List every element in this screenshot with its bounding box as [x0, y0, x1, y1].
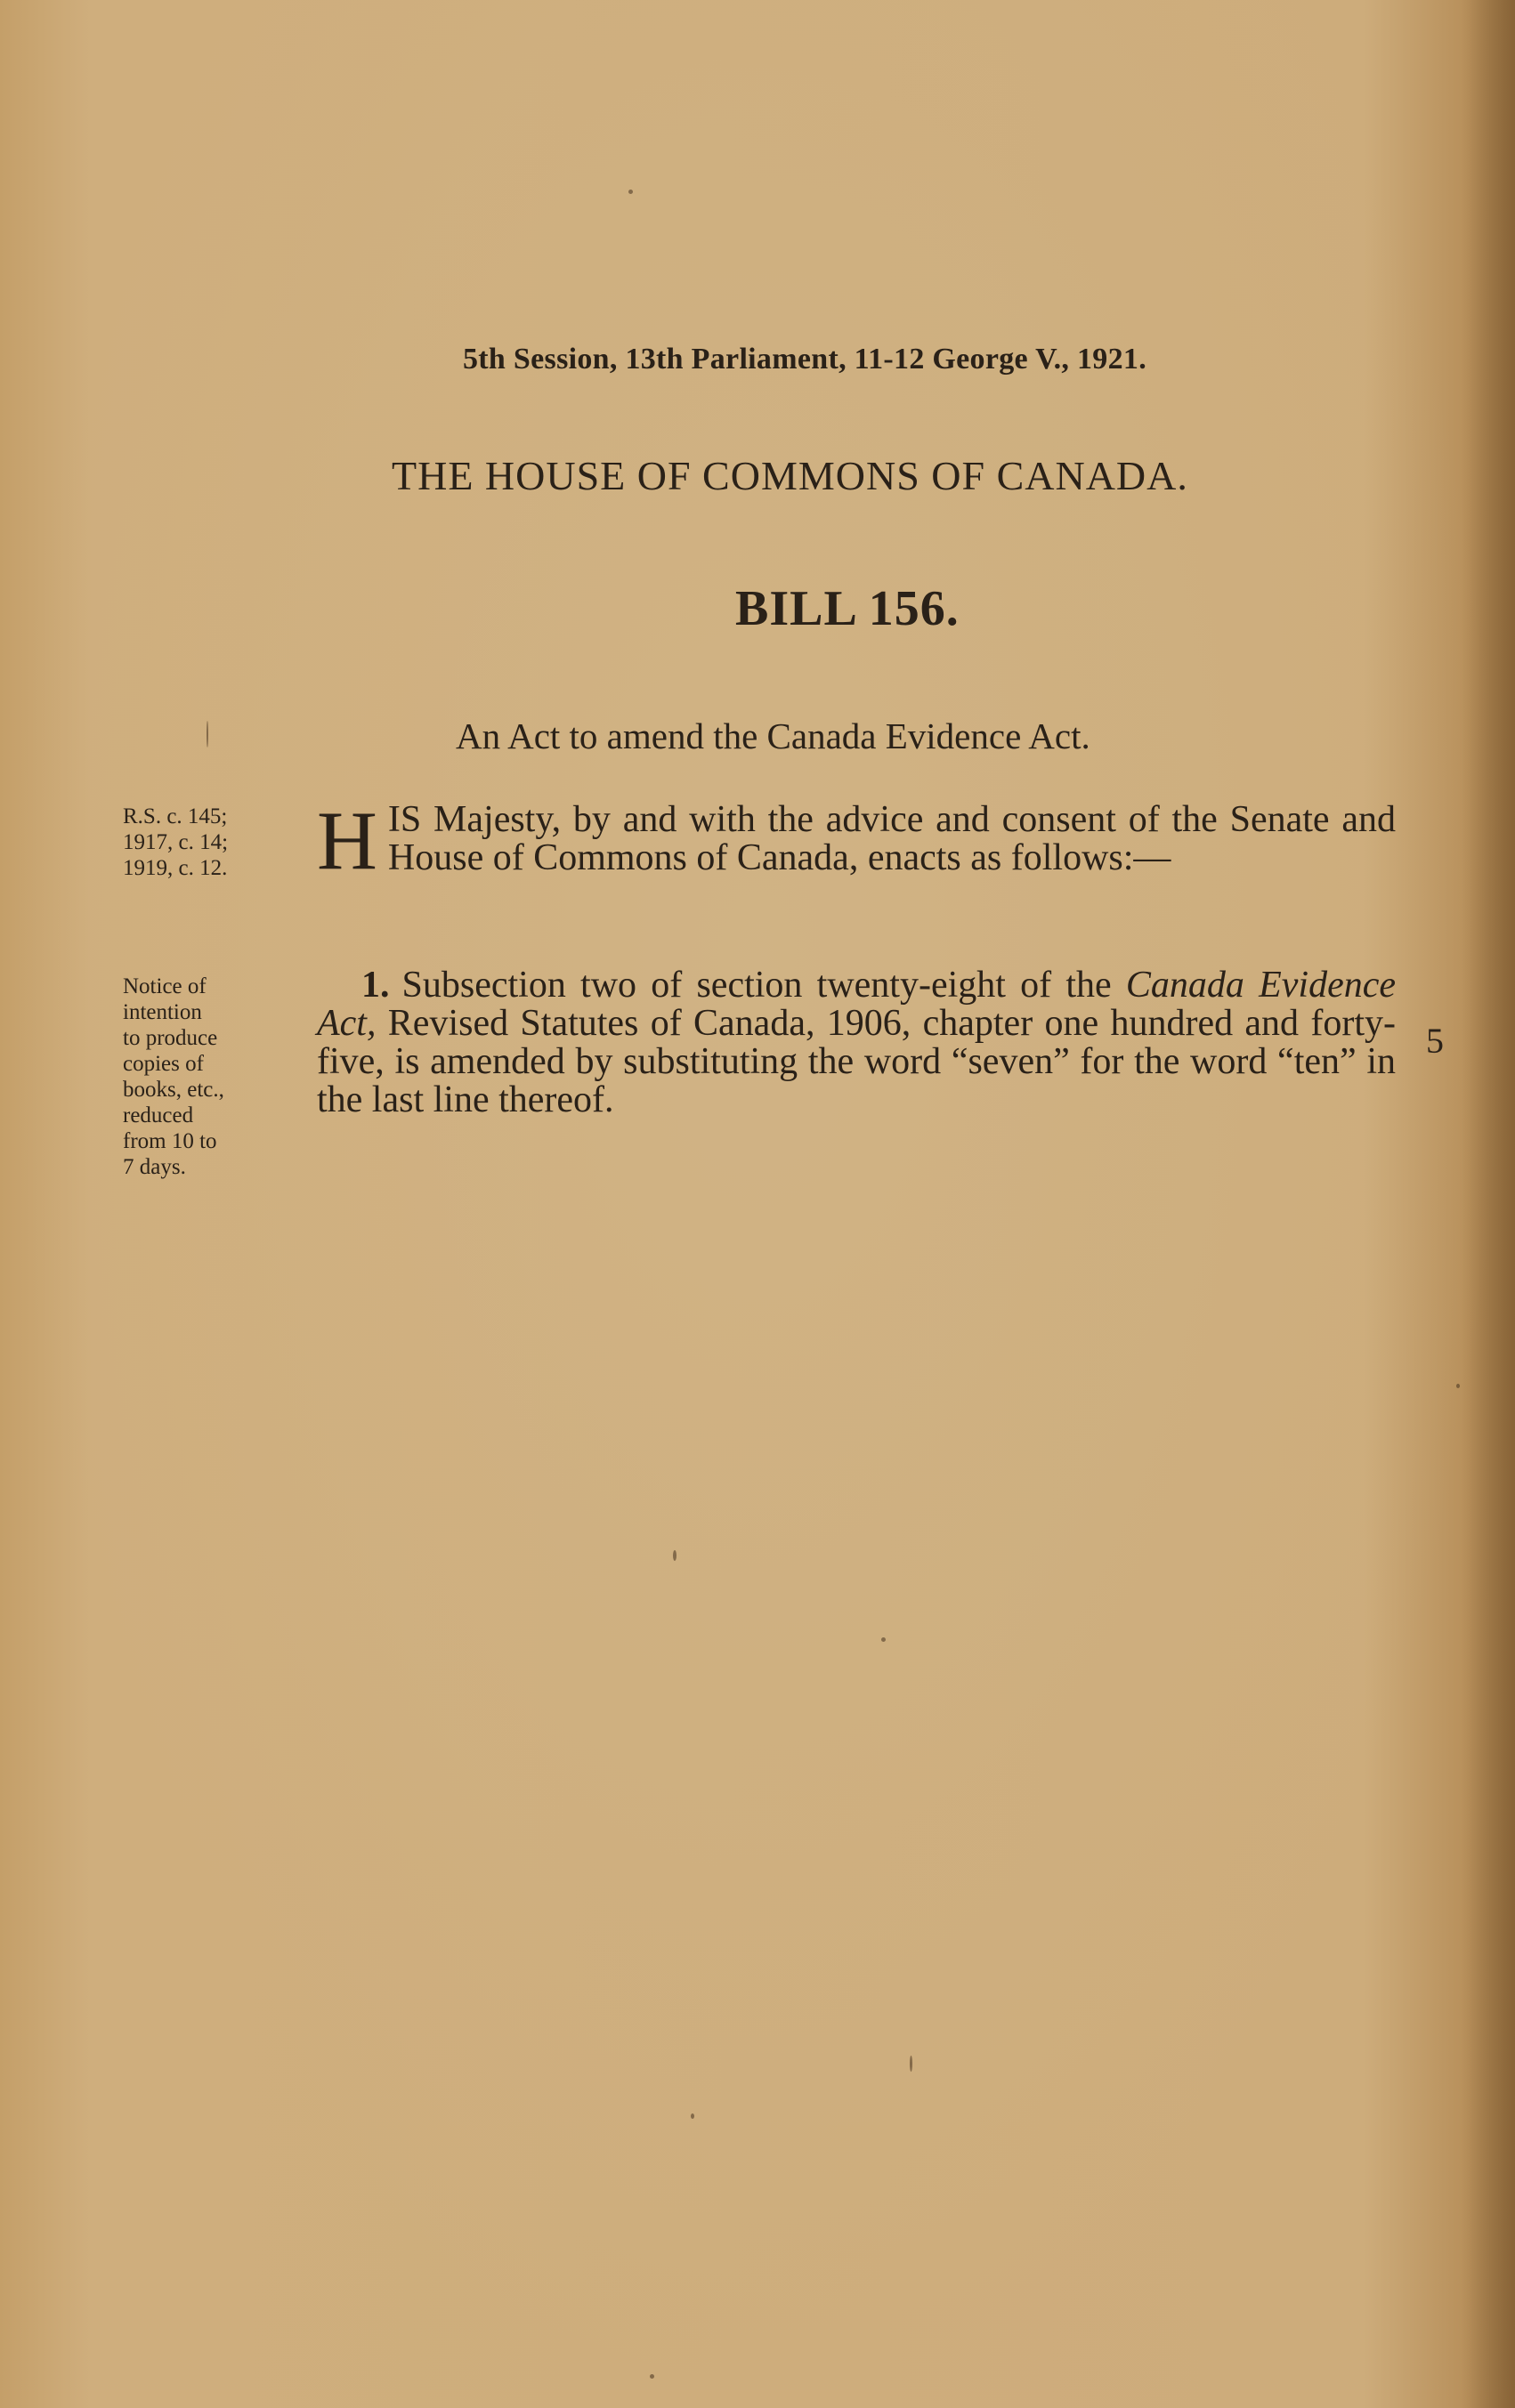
- paper-speck: [1456, 1384, 1460, 1388]
- bill-number: BILL 156.: [735, 581, 960, 636]
- line-number: 5: [1426, 1021, 1444, 1061]
- page-edge-shadow: [1462, 0, 1515, 2408]
- paper-speck: [910, 2056, 912, 2072]
- margin-note-line: intention: [123, 1000, 202, 1024]
- act-title: An Act to amend the Canada Evidence Act.: [456, 715, 1090, 756]
- margin-note-section-1: [123, 974, 292, 1180]
- enacting-clause: [317, 795, 1396, 887]
- house-title: THE HOUSE OF COMMONS OF CANADA.: [392, 453, 1188, 498]
- margin-note-line: Notice of: [123, 974, 207, 998]
- paper-speck: [650, 2374, 654, 2379]
- paper-speck: [207, 721, 208, 747]
- drop-cap: H: [317, 795, 377, 887]
- margin-note-line: reduced: [123, 1103, 194, 1127]
- paper-speck: [673, 1550, 676, 1561]
- session-line: 5th Session, 13th Parliament, 11-12 George V., 1921.: [463, 343, 1146, 376]
- section-number: 1.: [361, 965, 390, 1006]
- section-1: [317, 966, 1396, 1119]
- margin-note-line: to produce: [123, 1026, 218, 1050]
- margin-note-line: books, etc.,: [123, 1078, 224, 1102]
- margin-note-line: from 10 to: [123, 1129, 217, 1153]
- paper-speck: [628, 190, 633, 194]
- paper-speck: [691, 2113, 694, 2119]
- margin-note-line: copies of: [123, 1052, 204, 1076]
- act-name-italic: Canada Evidence Act,: [317, 965, 1396, 1044]
- enacting-clause-text: IS Majesty, by and with the advice and consent of the Senate and House of Commons of Canada, enacts as follows:—: [387, 799, 1396, 878]
- section-text-before: Subsection two of section twenty-eight of the: [401, 965, 1126, 1006]
- paper-speck: [881, 1637, 886, 1642]
- margin-note-line: R.S. c. 145;: [123, 804, 228, 828]
- margin-note-line: 1919, c. 12.: [123, 856, 228, 880]
- margin-note-line: 7 days.: [123, 1155, 186, 1179]
- margin-note-line: 1917, c. 14;: [123, 830, 229, 854]
- margin-note-citation: [123, 804, 292, 881]
- section-text-after: Revised Statutes of Canada, 1906, chapter one hundred and forty-five, is amended by substituting the word “seven” for the word “ten” in the last line thereof.: [317, 1003, 1396, 1120]
